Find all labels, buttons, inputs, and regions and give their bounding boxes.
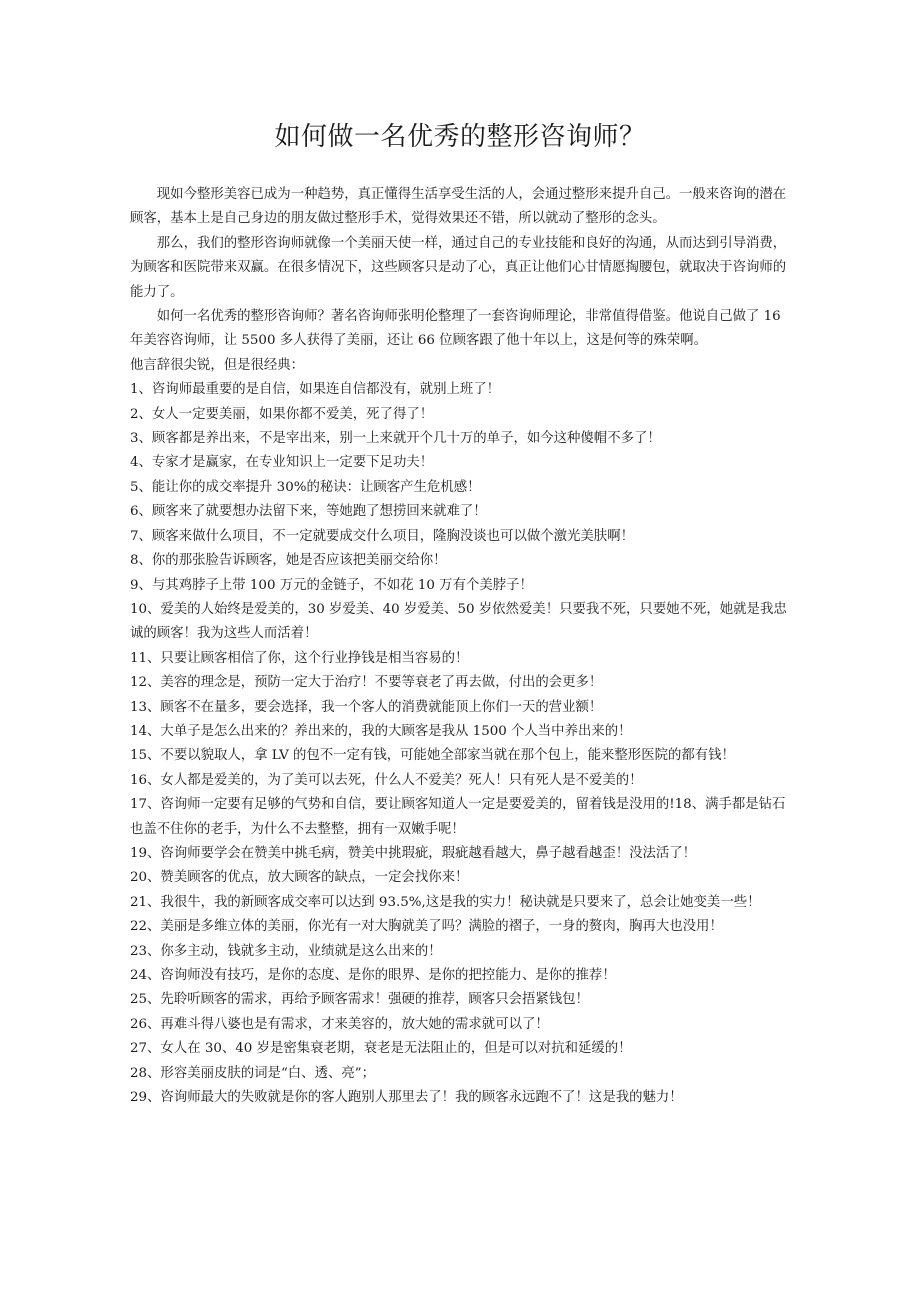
list-item: 13、顾客不在量多，要会选择，我一个客人的消费就能顶上你们一天的营业额！ <box>130 699 603 715</box>
list-item: 23、你多主动，钱就多主动，业绩就是这么出来的！ <box>130 943 442 959</box>
list-item: 16、女人都是爱美的，为了美可以去死，什么人不爱美？死人！只有死人是不爱美的！ <box>130 772 643 788</box>
list-item: 26、再难斗得八婆也是有需求，才来美容的，放大她的需求就可以了！ <box>130 1016 549 1032</box>
article-body <box>130 183 795 1110</box>
list-item: 22、美丽是多维立体的美丽，你光有一对大胸就美了吗？满脸的褶子，一身的赘肉，胸再大也没用！ <box>130 919 723 935</box>
paragraph: 如何一名优秀的整形咨询师？著名咨询师张明伦整理了一套咨询师理论，非常值得借鉴。他说自己做了 16 年美容咨询师，让 5500 多人获得了美丽，还让 66 位顾客跟了他十年以上，这是何等的殊荣啊。 <box>130 309 781 349</box>
paragraph: 现如今整形美容已成为一种趋势，真正懂得生活享受生活的人，会通过整形来提升自己。一般来咨询的潜在顾客，基本上是自己身边的朋友做过整形手术，觉得效果还不错，所以就动了整形的念头。 <box>130 187 787 227</box>
list-item: 2、女人一定要美丽，如果你都不爱美，死了得了！ <box>130 406 434 422</box>
list-item: 6、顾客来了就要想办法留下来，等她跑了想捞回来就难了！ <box>130 504 487 520</box>
list-item: 24、咨询师没有技巧，是你的态度、是你的眼界、是你的把控能力、是你的推荐！ <box>130 968 616 983</box>
intro-line: 他言辞很尖锐，但是很经典： <box>130 357 305 373</box>
list-item: 9、与其鸡脖子上带 100 万元的金链子，不如花 10 万有个美脖子！ <box>130 577 533 593</box>
list-item: 21、我很牛，我的新顾客成交率可以达到 93.5%,这是我的实力！秘诀就是只要来了，总会让她变美一些！ <box>130 894 761 910</box>
paragraph: 那么，我们的整形咨询师就像一个美丽天使一样，通过自己的专业技能和良好的沟通，从而达到引导消费，为顾客和医院带来双赢。在很多情况下，这些顾客只是动了心，真正让他们心甘情愿掏腰包，就取决于咨询师的能力了。 <box>130 235 787 300</box>
page-title: 如何做一名优秀的整形咨询师？ <box>274 122 646 152</box>
list-item: 17、咨询师一定要有足够的气势和自信，要让顾客知道人一定是要爱美的，留着钱是没用的!18、满手都是钻石也盖不住你的老手，为什么不去整整，拥有一双嫩手呢！ <box>130 797 786 837</box>
list-item: 5、能让你的成交率提升 30%的秘诀：让顾客产生危机感！ <box>130 479 481 495</box>
list-item: 3、顾客都是养出来，不是宰出来，别一上来就开个几十万的单子，如今这种傻帽不多了！ <box>130 431 661 447</box>
list-item: 27、女人在 30、40 岁是密集衰老期，衰老是无法阻止的，但是可以对抗和延缓的！ <box>130 1041 632 1057</box>
list-item: 12、美容的理念是，预防一定大于治疗！不要等衰老了再去做，付出的会更多！ <box>130 675 603 691</box>
list-item: 11、只要让顾客相信了你，这个行业挣钱是相当容易的！ <box>130 650 469 666</box>
list-item: 29、咨询师最大的失败就是你的客人跑别人那里去了！我的顾客永远跑不了！这是我的魅力！ <box>130 1090 683 1106</box>
list-item: 10、爱美的人始终是爱美的，30 岁爱美、40 岁爱美、50 岁依然爱美！只要我不死，只要她不死，她就是我忠诚的顾客！我为这些人而活着！ <box>130 601 787 642</box>
list-item: 19、咨询师要学会在赞美中挑毛病，赞美中挑瑕疵，瑕疵越看越大，鼻子越看越歪！没法活了！ <box>130 845 697 861</box>
list-item: 1、咨询师最重要的是自信，如果连自信都没有，就别上班了！ <box>130 382 501 398</box>
list-item: 28、形容美丽皮肤的词是“白、透、亮”； <box>130 1065 375 1081</box>
list-item: 4、专家才是赢家，在专业知识上一定要下足功夫！ <box>130 455 434 471</box>
list-item: 14、大单子是怎么出来的？养出来的，我的大顾客是我从 1500 个人当中养出来的！ <box>130 723 632 739</box>
list-item: 15、不要以貌取人，拿 LV 的包不一定有钱，可能她全部家当就在那个包上，能来整形医院的都有钱！ <box>130 748 735 764</box>
list-item: 20、赞美顾客的优点，放大顾客的缺点，一定会找你来！ <box>130 870 469 886</box>
list-item: 8、你的那张脸告诉顾客，她是否应该把美丽交给你！ <box>130 553 447 569</box>
list-item: 25、先聆听顾客的需求，再给予顾客需求！强硬的推荐，顾客只会捂紧钱包！ <box>130 992 589 1008</box>
list-item: 7、顾客来做什么项目，不一定就要成交什么项目，隆胸没谈也可以做个激光美肤啊！ <box>130 528 634 544</box>
